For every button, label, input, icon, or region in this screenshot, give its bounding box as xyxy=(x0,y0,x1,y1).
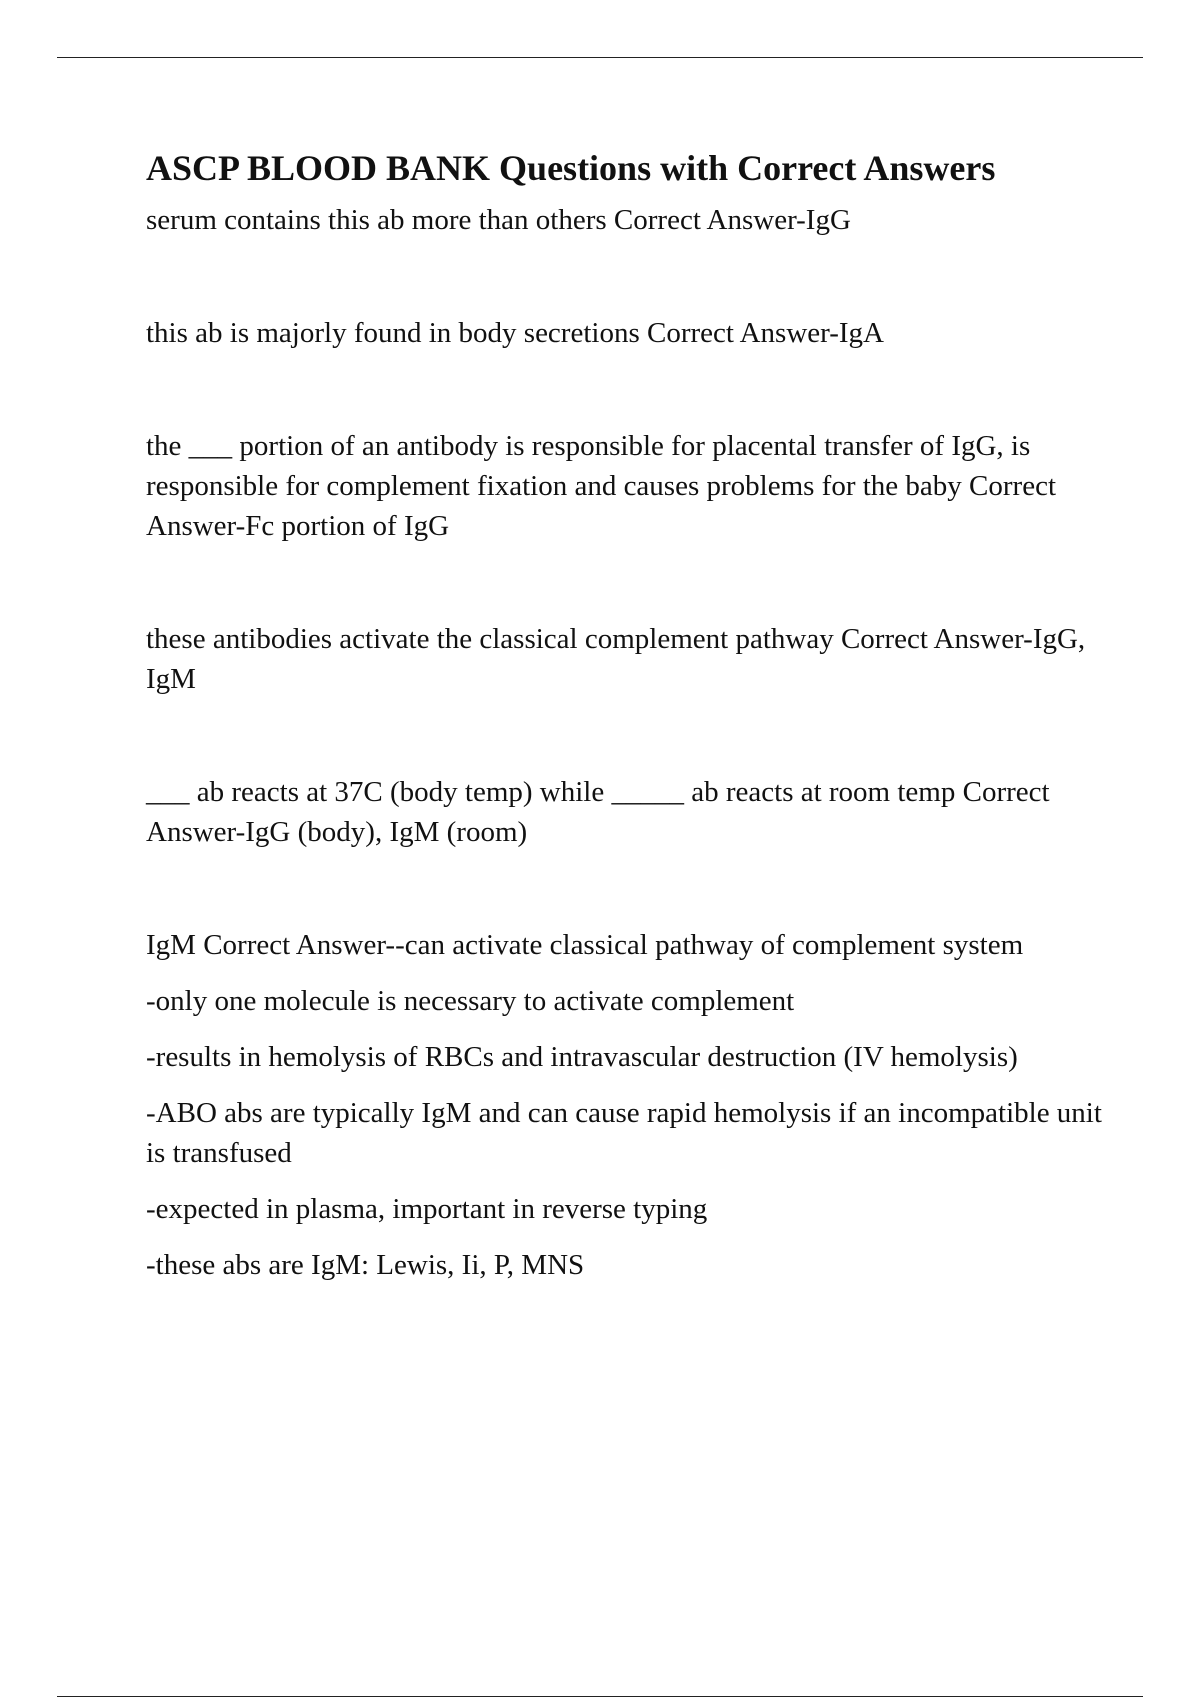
document-body xyxy=(146,143,1106,1301)
igm-point-2: -results in hemolysis of RBCs and intravascular destruction (IV hemolysis) xyxy=(146,1041,1018,1073)
question-answer-4: these antibodies activate the classical complement pathway Correct Answer-IgG, IgM xyxy=(146,623,1086,695)
question-answer-5: ___ ab reacts at 37C (body temp) while _____ ab reacts at room temp Correct Answer-IgG (body), IgM (room) xyxy=(146,776,1050,848)
bottom-divider xyxy=(57,1696,1143,1697)
igm-point-4: -expected in plasma, important in reverse typing xyxy=(146,1193,708,1225)
igm-point-1: -only one molecule is necessary to activate complement xyxy=(146,985,795,1017)
question-answer-6: IgM Correct Answer--can activate classical pathway of complement system xyxy=(146,929,1024,961)
document-title: ASCP BLOOD BANK Questions with Correct Answers xyxy=(146,148,996,188)
question-answer-1: serum contains this ab more than others Correct Answer-IgG xyxy=(146,204,851,236)
question-answer-3: the ___ portion of an antibody is responsible for placental transfer of IgG, is responsible for complement fixation and causes problems for the baby Correct Answer-Fc portion of IgG xyxy=(146,430,1057,542)
igm-point-5: -these abs are IgM: Lewis, Ii, P, MNS xyxy=(146,1249,585,1281)
igm-point-3: -ABO abs are typically IgM and can cause rapid hemolysis if an incompatible unit is transfused xyxy=(146,1097,1102,1169)
top-divider xyxy=(57,57,1143,58)
question-answer-2: this ab is majorly found in body secretions Correct Answer-IgA xyxy=(146,317,884,349)
